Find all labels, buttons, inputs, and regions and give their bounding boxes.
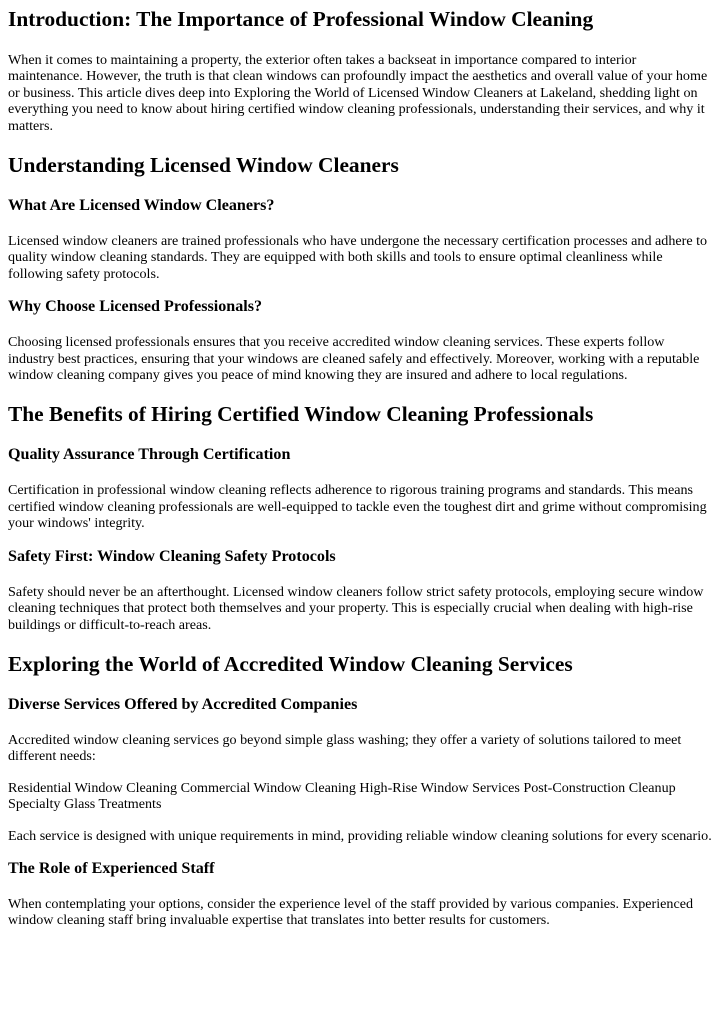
- paragraph-introduction: When it comes to maintaining a property, the exterior often takes a backseat in importance compared to interior maintenance. However, the truth is that clean windows can profoundly impact the aesthetics and overall value of your home or business. This article dives deep into Exploring the World of Licensed Window Cleaners at Lakeland, shedding light on everything you need to know about hiring certified window cleaning professionals, understanding their services, and why it matters.: [8, 52, 708, 134]
- subheading-diverse-services: Diverse Services Offered by Accredited Companies: [8, 695, 358, 713]
- paragraph-what-are-licensed-cleaners: Licensed window cleaners are trained professionals who have undergone the necessary certification processes and adhere to quality window cleaning standards. They are equipped with both skills and tools to ensure optimal cleanliness while following safety protocols.: [8, 233, 708, 282]
- heading-understanding-licensed-cleaners: Understanding Licensed Window Cleaners: [8, 153, 399, 178]
- subheading-quality-assurance: Quality Assurance Through Certification: [8, 446, 291, 464]
- paragraph-experienced-staff: When contemplating your options, consider the experience level of the staff provided by various companies. Experienced window cleaning staff bring invaluable expertise that translates into better results for customers.: [8, 895, 694, 929]
- subheading-why-choose-licensed: Why Choose Licensed Professionals?: [8, 298, 263, 316]
- subheading-safety-first: Safety First: Window Cleaning Safety Protocols: [8, 547, 336, 565]
- paragraph-each-service: Each service is designed with unique requirements in mind, providing reliable window cleaning solutions for every scenario.: [8, 827, 712, 844]
- paragraph-quality-assurance: Certification in professional window cleaning reflects adherence to rigorous training programs and standards. This means certified window cleaning professionals are well-equipped to tackle even the toughest dirt and grime without compromising your windows' integrity.: [8, 482, 707, 532]
- services-list: Residential Window Cleaning Commercial Window Cleaning High-Rise Window Services Post-Construction Cleanup Specialty Glass Treatments: [8, 779, 676, 813]
- heading-exploring-accredited: Exploring the World of Accredited Window Cleaning Services: [8, 651, 573, 676]
- heading-introduction: Introduction: The Importance of Professional Window Cleaning: [8, 7, 594, 31]
- paragraph-safety-first: Safety should never be an afterthought. Licensed window cleaners follow strict safety protocols, employing secure window cleaning techniques that protect both themselves and your property. This is especially crucial when dealing with high-rise buildings or difficult-to-reach areas.: [8, 583, 704, 633]
- paragraph-why-choose-licensed: Choosing licensed professionals ensures that you receive accredited window cleaning services. These experts follow industry best practices, ensuring that your windows are cleaned safely and effectively. Moreover, working with a reputable window cleaning company gives you peace of mind knowing they are insured and adhere to local regulations.: [8, 334, 700, 384]
- subheading-what-are-licensed-cleaners: What Are Licensed Window Cleaners?: [8, 197, 275, 215]
- subheading-experienced-staff: The Role of Experienced Staff: [8, 859, 215, 877]
- heading-benefits-certified: The Benefits of Hiring Certified Window Cleaning Professionals: [8, 402, 594, 427]
- paragraph-diverse-services: Accredited window cleaning services go beyond simple glass washing; they offer a variety of solutions tailored to meet different needs:: [8, 731, 682, 765]
